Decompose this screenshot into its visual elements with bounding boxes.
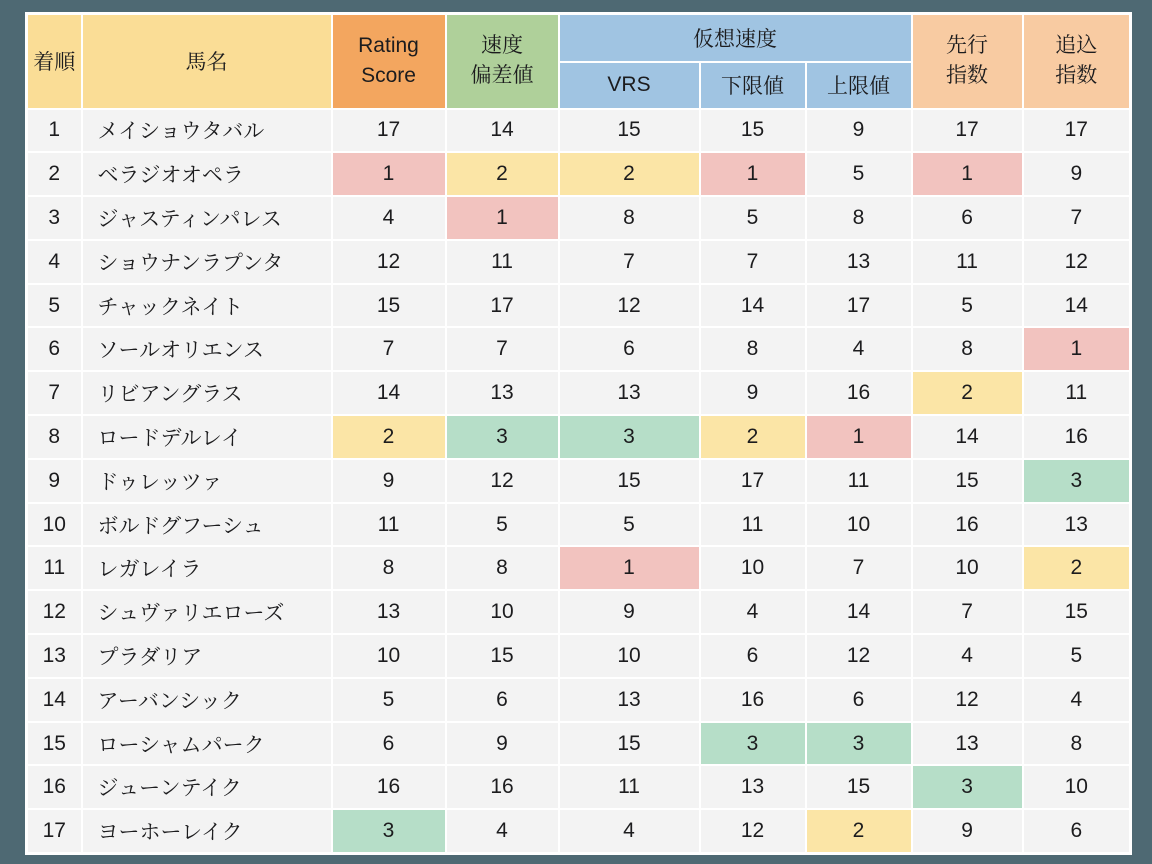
value-cell: 17 xyxy=(1023,109,1131,153)
value-cell: 3 xyxy=(806,722,912,766)
value-cell: 12 xyxy=(559,284,700,328)
value-cell: 13 xyxy=(806,240,912,284)
value-cell: 17 xyxy=(332,109,446,153)
horse-name-cell: ドゥレッツァ xyxy=(82,459,332,503)
value-cell: 1 xyxy=(1023,327,1131,371)
horse-name-cell: リビアングラス xyxy=(82,371,332,415)
value-cell: 10 xyxy=(700,546,806,590)
value-cell: 16 xyxy=(912,503,1023,547)
rank-cell: 17 xyxy=(27,809,82,853)
rank-cell: 16 xyxy=(27,765,82,809)
rank-cell: 9 xyxy=(27,459,82,503)
value-cell: 12 xyxy=(1023,240,1131,284)
rating-score-label-line1: Rating xyxy=(358,34,419,58)
horse-name-cell: ソールオリエンス xyxy=(82,327,332,371)
value-cell: 7 xyxy=(700,240,806,284)
value-cell: 2 xyxy=(332,415,446,459)
rating-score-label-line2: Score xyxy=(361,64,416,88)
value-cell: 14 xyxy=(332,371,446,415)
horse-name-cell: ジューンテイク xyxy=(82,765,332,809)
value-cell: 15 xyxy=(806,765,912,809)
rank-cell: 14 xyxy=(27,678,82,722)
rank-cell: 6 xyxy=(27,327,82,371)
horse-ranking-table xyxy=(25,12,1132,855)
value-cell: 16 xyxy=(806,371,912,415)
value-cell: 8 xyxy=(446,546,559,590)
value-cell: 6 xyxy=(332,722,446,766)
value-cell: 14 xyxy=(700,284,806,328)
rank-cell: 5 xyxy=(27,284,82,328)
value-cell: 17 xyxy=(912,109,1023,153)
value-cell: 3 xyxy=(446,415,559,459)
table-row xyxy=(27,634,1131,678)
value-cell: 5 xyxy=(446,503,559,547)
value-cell: 11 xyxy=(806,459,912,503)
table-row xyxy=(27,678,1131,722)
table-row xyxy=(27,503,1131,547)
value-cell: 7 xyxy=(806,546,912,590)
rank-cell: 10 xyxy=(27,503,82,547)
value-cell: 1 xyxy=(332,152,446,196)
value-cell: 7 xyxy=(446,327,559,371)
value-cell: 6 xyxy=(912,196,1023,240)
value-cell: 5 xyxy=(912,284,1023,328)
value-cell: 1 xyxy=(912,152,1023,196)
value-cell: 7 xyxy=(559,240,700,284)
value-cell: 15 xyxy=(700,109,806,153)
value-cell: 2 xyxy=(446,152,559,196)
value-cell: 2 xyxy=(700,415,806,459)
value-cell: 9 xyxy=(806,109,912,153)
value-cell: 9 xyxy=(912,809,1023,853)
rank-cell: 15 xyxy=(27,722,82,766)
value-cell: 9 xyxy=(332,459,446,503)
table-body xyxy=(27,109,1131,854)
table-row xyxy=(27,240,1131,284)
col-group-header-virtual-speed: 仮想速度 xyxy=(559,14,912,62)
col-header-leading-index xyxy=(912,14,1023,109)
value-cell: 12 xyxy=(912,678,1023,722)
horse-name-cell: プラダリア xyxy=(82,634,332,678)
table-header xyxy=(27,14,1131,109)
value-cell: 3 xyxy=(700,722,806,766)
value-cell: 12 xyxy=(806,634,912,678)
leading-index-label-line1: 先行 xyxy=(946,34,989,58)
value-cell: 15 xyxy=(559,109,700,153)
value-cell: 11 xyxy=(912,240,1023,284)
value-cell: 3 xyxy=(332,809,446,853)
value-cell: 3 xyxy=(1023,459,1131,503)
value-cell: 10 xyxy=(446,590,559,634)
value-cell: 16 xyxy=(446,765,559,809)
table-row xyxy=(27,371,1131,415)
value-cell: 3 xyxy=(912,765,1023,809)
value-cell: 11 xyxy=(1023,371,1131,415)
value-cell: 10 xyxy=(806,503,912,547)
value-cell: 6 xyxy=(559,327,700,371)
value-cell: 15 xyxy=(446,634,559,678)
horse-name-cell: レガレイラ xyxy=(82,546,332,590)
value-cell: 4 xyxy=(1023,678,1131,722)
table-row xyxy=(27,590,1131,634)
value-cell: 2 xyxy=(806,809,912,853)
value-cell: 2 xyxy=(559,152,700,196)
value-cell: 10 xyxy=(332,634,446,678)
col-header-upper-limit: 上限値 xyxy=(806,62,912,109)
value-cell: 12 xyxy=(446,459,559,503)
rank-cell: 1 xyxy=(27,109,82,153)
value-cell: 5 xyxy=(700,196,806,240)
horse-name-cell: ショウナンラプンタ xyxy=(82,240,332,284)
value-cell: 13 xyxy=(700,765,806,809)
col-header-rank: 着順 xyxy=(27,14,82,109)
horse-name-cell: ジャスティンパレス xyxy=(82,196,332,240)
value-cell: 6 xyxy=(806,678,912,722)
value-cell: 2 xyxy=(912,371,1023,415)
speed-deviation-label-line2: 偏差値 xyxy=(470,64,534,88)
rank-cell: 3 xyxy=(27,196,82,240)
value-cell: 10 xyxy=(912,546,1023,590)
value-cell: 11 xyxy=(446,240,559,284)
horse-name-cell: ヨーホーレイク xyxy=(82,809,332,853)
value-cell: 8 xyxy=(332,546,446,590)
rank-cell: 11 xyxy=(27,546,82,590)
value-cell: 16 xyxy=(1023,415,1131,459)
value-cell: 13 xyxy=(559,371,700,415)
table-row xyxy=(27,459,1131,503)
value-cell: 9 xyxy=(559,590,700,634)
value-cell: 6 xyxy=(446,678,559,722)
horse-name-cell: ベラジオオペラ xyxy=(82,152,332,196)
value-cell: 5 xyxy=(332,678,446,722)
value-cell: 13 xyxy=(559,678,700,722)
value-cell: 8 xyxy=(912,327,1023,371)
table-row xyxy=(27,327,1131,371)
value-cell: 7 xyxy=(1023,196,1131,240)
value-cell: 5 xyxy=(1023,634,1131,678)
horse-name-cell: メイショウタバル xyxy=(82,109,332,153)
value-cell: 14 xyxy=(1023,284,1131,328)
value-cell: 5 xyxy=(559,503,700,547)
value-cell: 6 xyxy=(1023,809,1131,853)
value-cell: 15 xyxy=(912,459,1023,503)
horse-name-cell: ローシャムパーク xyxy=(82,722,332,766)
value-cell: 15 xyxy=(1023,590,1131,634)
value-cell: 13 xyxy=(446,371,559,415)
value-cell: 8 xyxy=(559,196,700,240)
leading-index-label-line2: 指数 xyxy=(946,64,989,88)
value-cell: 4 xyxy=(446,809,559,853)
horse-name-cell: アーバンシック xyxy=(82,678,332,722)
value-cell: 11 xyxy=(332,503,446,547)
col-header-rating-score xyxy=(332,14,446,109)
value-cell: 17 xyxy=(806,284,912,328)
col-header-closing-index xyxy=(1023,14,1131,109)
value-cell: 10 xyxy=(1023,765,1131,809)
value-cell: 13 xyxy=(332,590,446,634)
value-cell: 8 xyxy=(806,196,912,240)
value-cell: 14 xyxy=(912,415,1023,459)
rank-cell: 2 xyxy=(27,152,82,196)
value-cell: 15 xyxy=(559,459,700,503)
horse-name-cell: ロードデルレイ xyxy=(82,415,332,459)
value-cell: 9 xyxy=(1023,152,1131,196)
value-cell: 1 xyxy=(700,152,806,196)
value-cell: 6 xyxy=(700,634,806,678)
table-row xyxy=(27,809,1131,853)
horse-name-cell: シュヴァリエローズ xyxy=(82,590,332,634)
value-cell: 2 xyxy=(1023,546,1131,590)
col-header-horse-name: 馬名 xyxy=(82,14,332,109)
speed-deviation-label-line1: 速度 xyxy=(481,34,523,58)
table-row xyxy=(27,722,1131,766)
value-cell: 4 xyxy=(700,590,806,634)
table-row xyxy=(27,109,1131,153)
value-cell: 10 xyxy=(559,634,700,678)
value-cell: 16 xyxy=(700,678,806,722)
value-cell: 4 xyxy=(806,327,912,371)
closing-index-label-line1: 追込 xyxy=(1055,34,1098,58)
value-cell: 11 xyxy=(559,765,700,809)
horse-name-cell: ボルドグフーシュ xyxy=(82,503,332,547)
value-cell: 4 xyxy=(559,809,700,853)
value-cell: 8 xyxy=(700,327,806,371)
value-cell: 12 xyxy=(700,809,806,853)
table-row xyxy=(27,546,1131,590)
closing-index-label-line2: 指数 xyxy=(1055,64,1098,88)
value-cell: 4 xyxy=(912,634,1023,678)
value-cell: 13 xyxy=(912,722,1023,766)
value-cell: 1 xyxy=(559,546,700,590)
table-row xyxy=(27,152,1131,196)
col-header-speed-deviation xyxy=(446,14,559,109)
value-cell: 1 xyxy=(446,196,559,240)
value-cell: 15 xyxy=(559,722,700,766)
value-cell: 4 xyxy=(332,196,446,240)
value-cell: 7 xyxy=(332,327,446,371)
rank-cell: 4 xyxy=(27,240,82,284)
rank-cell: 12 xyxy=(27,590,82,634)
table-row xyxy=(27,284,1131,328)
horse-name-cell: チャックネイト xyxy=(82,284,332,328)
value-cell: 3 xyxy=(559,415,700,459)
value-cell: 7 xyxy=(912,590,1023,634)
rank-cell: 7 xyxy=(27,371,82,415)
table-row xyxy=(27,196,1131,240)
table-row xyxy=(27,765,1131,809)
col-header-lower-limit: 下限値 xyxy=(700,62,806,109)
value-cell: 14 xyxy=(446,109,559,153)
value-cell: 16 xyxy=(332,765,446,809)
value-cell: 1 xyxy=(806,415,912,459)
rank-cell: 8 xyxy=(27,415,82,459)
value-cell: 11 xyxy=(700,503,806,547)
value-cell: 9 xyxy=(446,722,559,766)
table-row xyxy=(27,415,1131,459)
col-header-vrs: VRS xyxy=(559,62,700,109)
value-cell: 17 xyxy=(700,459,806,503)
value-cell: 14 xyxy=(806,590,912,634)
value-cell: 5 xyxy=(806,152,912,196)
rank-cell: 13 xyxy=(27,634,82,678)
value-cell: 15 xyxy=(332,284,446,328)
value-cell: 12 xyxy=(332,240,446,284)
value-cell: 9 xyxy=(700,371,806,415)
value-cell: 8 xyxy=(1023,722,1131,766)
value-cell: 17 xyxy=(446,284,559,328)
value-cell: 13 xyxy=(1023,503,1131,547)
